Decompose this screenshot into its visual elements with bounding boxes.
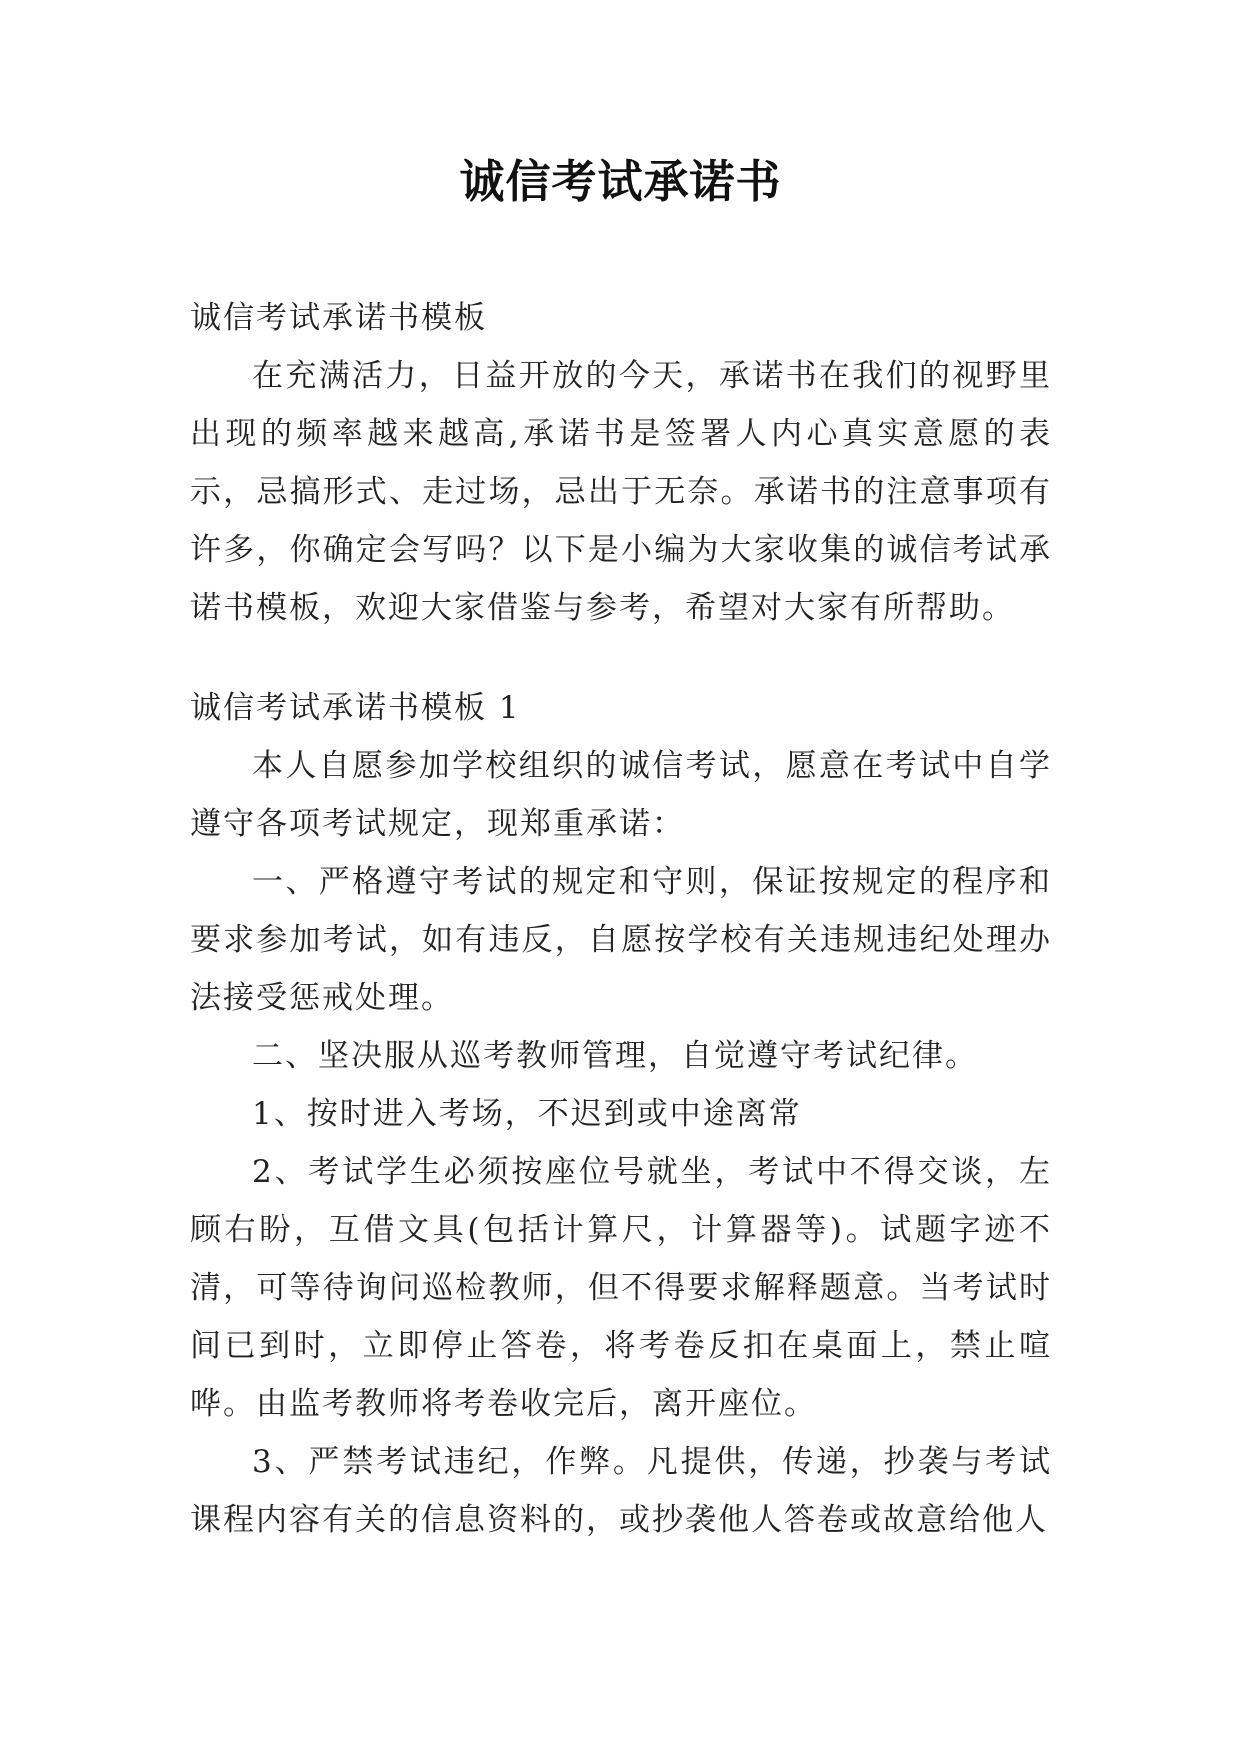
intro-heading: 诚信考试承诺书模板 <box>190 300 487 336</box>
body-paragraph: 2、考试学生必须按座位号就坐，考试中不得交谈，左顾右盼，互借文具(包括计算尺，计算器等)。试题字迹不清，可等待询问巡检教师，但不得要求解释题意。当考试时间已到时，立即停止答卷，将考卷反扣在桌面上，禁止喧哗。由监考教师将考卷收完后，离开座位。 <box>190 1154 1052 1422</box>
document-title: 诚信考试承诺书 <box>459 155 782 208</box>
section-spacer <box>190 637 1052 679</box>
body-paragraph: 1、按时进入考场，不迟到或中途离常 <box>252 1096 802 1132</box>
body-paragraph: 3、严禁考试违纪，作弊。凡提供，传递，抄袭与考试课程内容有关的信息资料的，或抄袭他人答卷或故意给他人 <box>190 1444 1052 1538</box>
body-paragraph: 一、严格遵守考试的规定和守则，保证按规定的程序和要求参加考试，如有违反，自愿按学校有关违规违纪处理办法接受惩戒处理。 <box>190 864 1052 1016</box>
document-body <box>190 289 1052 1549</box>
body-paragraph: 二、坚决服从巡考教师管理，自觉遵守考试纪律。 <box>252 1038 978 1074</box>
body-paragraph: 本人自愿参加学校组织的诚信考试，愿意在考试中自学遵守各项考试规定，现郑重承诺： <box>190 748 1052 842</box>
intro-paragraph: 在充满活力，日益开放的今天，承诺书在我们的视野里出现的频率越来越高,承诺书是签署人内心真实意愿的表示，忌搞形式、走过场，忌出于无奈。承诺书的注意事项有许多，你确定会写吗？以下是小编为大家收集的诚信考试承诺书模板，欢迎大家借鉴与参考，希望对大家有所帮助。 <box>190 358 1052 626</box>
section-heading: 诚信考试承诺书模板 1 <box>190 690 521 726</box>
